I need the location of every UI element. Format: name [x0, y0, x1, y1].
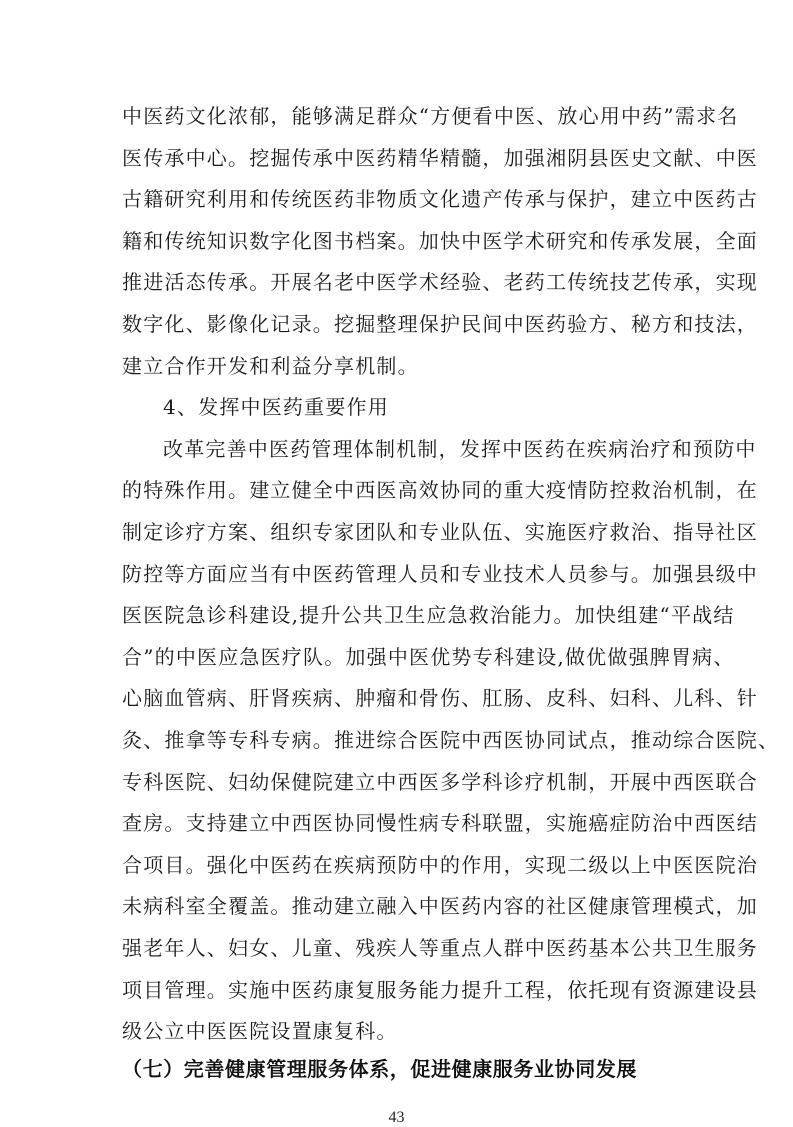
- subheading-4: 4、发挥中医药重要作用: [163, 395, 389, 419]
- paragraph-1-line: 数字化、影像化记录。挖掘整理保护民间中医药验方、秘方和技法，: [122, 312, 758, 336]
- paragraph-2-line: 医医院急诊科建设,提升公共卫生应急救治能力。加快组建“平战结: [122, 603, 735, 627]
- paragraph-2-line: 查房。支持建立中西医协同慢性病专科联盟，实施癌症防治中西医结: [122, 811, 758, 835]
- paragraph-2-line: 级公立中医医院设置康复科。: [122, 1019, 398, 1043]
- paragraph-1-line: 推进活态传承。开展名老中医学术经验、老药工传统技艺传承，实现: [122, 270, 758, 294]
- paragraph-2-line: 未病科室全覆盖。推动建立融入中医药内容的社区健康管理模式，加: [122, 894, 758, 918]
- paragraph-1-line: 建立合作开发和利益分享机制。: [122, 354, 419, 378]
- paragraph-2-line: 项目管理。实施中医药康复服务能力提升工程，依托现有资源建设县: [122, 978, 758, 1002]
- paragraph-2-line: 合”的中医应急医疗队。加强中医优势专科建设,做优做强脾胃病、: [122, 645, 735, 669]
- paragraph-2-line: 专科医院、妇幼保健院建立中西医多学科诊疗机制，开展中西医联合: [122, 770, 758, 794]
- paragraph-1-line: 籍和传统知识数字化图书档案。加快中医学术研究和传承发展，全面: [122, 229, 758, 253]
- paragraph-2-line: 改革完善中医药管理体制机制，发挥中医药在疾病治疗和预防中: [163, 437, 757, 461]
- paragraph-2-line: 心脑血管病、肝肾疾病、肿瘤和骨伤、肛肠、皮科、妇科、儿科、针: [122, 686, 758, 710]
- paragraph-2-line: 防控等方面应当有中医药管理人员和专业技术人员参与。加强县级中: [122, 562, 758, 586]
- paragraph-2-line: 制定诊疗方案、组织专家团队和专业队伍、实施医疗救治、指导社区: [122, 520, 758, 544]
- paragraph-2-line: 的特殊作用。建立健全中西医高效协同的重大疫情防控救治机制，在: [122, 478, 758, 502]
- paragraph-2-line: 合项目。强化中医药在疾病预防中的作用，实现二级以上中医医院治: [122, 853, 758, 877]
- paragraph-2-line: 灸、推拿等专科专病。推进综合医院中西医协同试点，推动综合医院、: [122, 728, 780, 752]
- section-heading-7: （七）完善健康管理服务体系，促进健康服务业协同发展: [122, 1057, 637, 1081]
- paragraph-1-line: 中医药文化浓郁，能够满足群众“方便看中医、放心用中药”需求名: [122, 104, 739, 128]
- paragraph-1-line: 医传承中心。挖掘传承中医药精华精髓，加强湘阴县医史文献、中医: [122, 146, 758, 170]
- page-number: 43: [388, 1109, 405, 1126]
- paragraph-1-line: 古籍研究利用和传统医药非物质文化遗产传承与保护，建立中医药古: [122, 187, 758, 211]
- paragraph-2-line: 强老年人、妇女、儿童、残疾人等重点人群中医药基本公共卫生服务: [122, 936, 758, 960]
